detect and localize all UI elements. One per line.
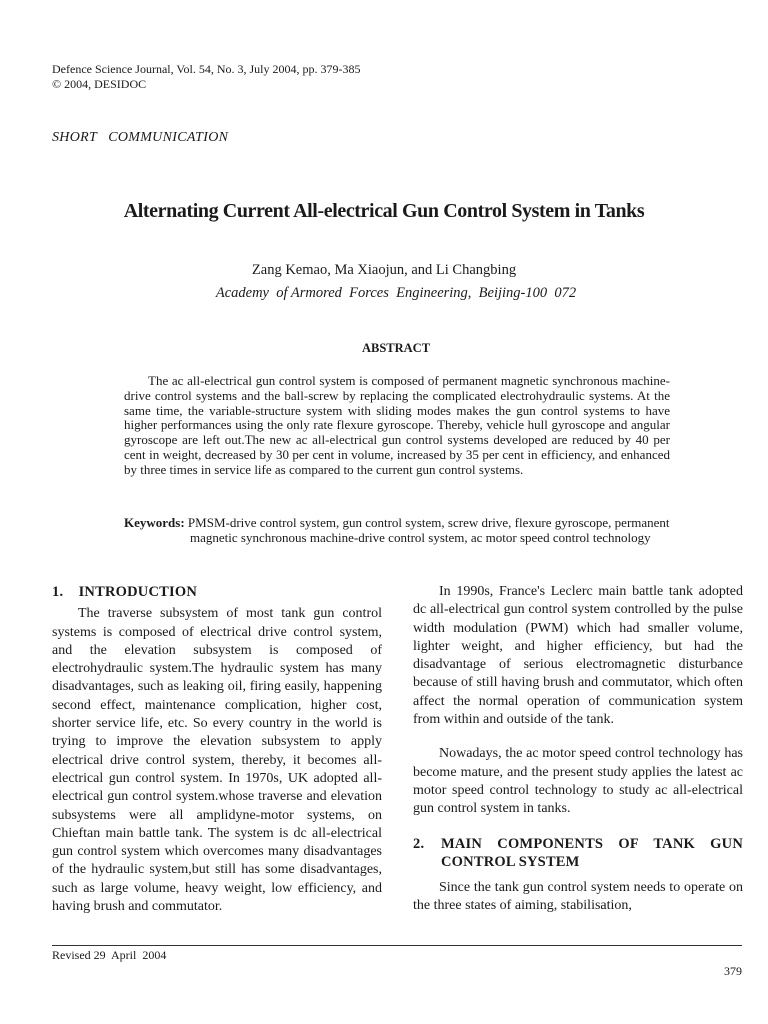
keywords-line-1: PMSM-drive control system, gun control system, screw drive, flexure gyroscope, permanent <box>187 515 670 530</box>
keywords-line-2: magnetic synchronous machine-drive control system, ac motor speed control technology <box>190 530 651 545</box>
section-1-paragraph-3: Nowadays, the ac motor speed control technology has become mature, and the present study applies the latest ac motor speed control technology to study ac all-electrical gun control system in tanks. <box>413 746 743 817</box>
author-list: Zang Kemao, Ma Xiaojun, and Li Changbing <box>251 262 517 278</box>
section-1-paragraph-2: In 1990s, France's Leclerc main battle tank adopted dc all-electrical gun control system controlled by the pulse width modulation (PWM) which had smaller volume, lighter weight, and higher efficiency, but had the disadvantage of serious electromagnetic disturbance because of still having brush and commutator, which often affect the normal operation of communication system from within and outside of the tank. <box>413 584 743 728</box>
journal-line: Defence Science Journal, Vol. 54, No. 3, July 2004, pp. 379-385 <box>52 62 361 76</box>
page-number: 379 <box>724 964 742 978</box>
abstract-body <box>124 374 670 478</box>
section-2-heading <box>413 835 743 872</box>
keywords-label: Keywords: <box>124 515 185 530</box>
section-2-title: MAIN COMPONENTS OF TANK GUN CONTROL SYSTEM <box>441 835 743 870</box>
author-affiliation: Academy of Armored Forces Engineering, Beijing-100 072 <box>215 285 577 301</box>
section-1-paragraph-1: The traverse subsystem of most tank gun control systems is composed of electrical drive control system, and the elevation subsystem is composed of electrohydraulic system.The hydraulic system has many disadvantages, such as leaking oil, firing easily, happening second effect, maintenance complication, higher cost, shorter service life, etc. So every country in the world is trying to improve the elevation subsystem to apply electrical drive control system, thereby, it becomes all-electrical gun control system. In 1970s, UK adopted all-electrical gun control system.whose traverse and elevation subsystems were all amplidyne-motor systems, on Chieftan main battle tank. The system is dc all-electrical gun control system which overcomes many disadvantages of the hydraulic system,but still has some disadvantages, such as large volume, heavy weight, low efficiency, and having brush and commutator. <box>52 606 382 915</box>
keywords-block <box>124 515 670 545</box>
revised-date: Revised 29 April 2004 <box>52 948 167 962</box>
article-title: Alternating Current All-electrical Gun Control System in Tanks <box>123 200 645 222</box>
section-2-number: 2. <box>413 835 425 852</box>
left-column <box>52 583 382 916</box>
abstract-heading: ABSTRACT <box>361 341 431 355</box>
footer-divider <box>52 945 742 946</box>
right-column <box>413 583 743 916</box>
section-2-paragraph-1: Since the tank gun control system needs to operate on the three states of aiming, stabilisation, <box>413 880 743 914</box>
article-type-label: SHORT COMMUNICATION <box>52 130 229 145</box>
copyright-line: © 2004, DESIDOC <box>52 77 147 91</box>
journal-citation <box>52 62 361 92</box>
abstract-text: The ac all-electrical gun control system is composed of permanent magnetic synchronous machine-drive control systems and the ball-screw by replacing the complicated electrohydraulic systems. At the same time, the variable-structure system with sliding modes makes the gun control systems to have higher performances using the only rate flexure gyroscope. Thereby, vehicle hull gyroscope and angular gyroscope are left out.The new ac all-electrical gun control systems developed are reduced by 40 per cent in weight, decreased by 30 per cent in volume, increased by 35 per cent in efficiency, and enhanced by three times in service life as compared to the current gun control systems. <box>124 373 670 477</box>
section-1-heading: 1. INTRODUCTION <box>52 584 197 600</box>
